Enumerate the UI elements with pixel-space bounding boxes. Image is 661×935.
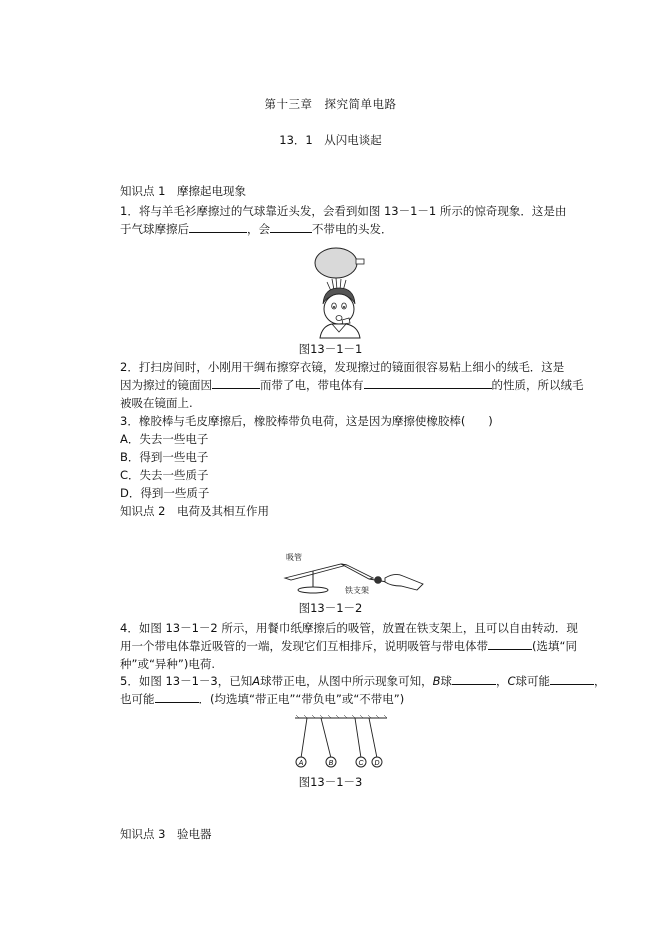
q5-text-b: 球带正电，从图中所示现象可知，	[260, 674, 433, 688]
kp1-heading: 知识点 1 摩擦起电现象	[120, 184, 246, 198]
q5-line1	[120, 673, 606, 689]
q1-text-a: 于气球摩擦后	[120, 222, 189, 236]
ball-b-label: B	[328, 760, 334, 767]
q5-ball-c-symbol: C	[507, 674, 516, 688]
q2-text-a: 因为擦过的镜面因	[120, 378, 212, 392]
q4-line1: 4．如图 13－1－2 所示，用餐巾纸摩擦后的吸管，放置在铁支架上，且可以自由转动．现	[120, 621, 578, 635]
fig2-caption: 图13－1－2	[298, 601, 363, 615]
thread-a	[301, 718, 307, 758]
q5-text-e: 球可能	[515, 674, 551, 688]
q2-text-b: 而带了电，带电体有	[260, 378, 364, 392]
q4-blank-1[interactable]	[488, 638, 532, 650]
balloon-knot	[356, 259, 364, 264]
ball-c-label: C	[358, 760, 364, 767]
q3-option-d[interactable]: D．得到一些质子	[120, 486, 210, 500]
straw	[285, 564, 347, 580]
q2-blank-1[interactable]	[212, 377, 260, 389]
chapter-title: 第十三章 探究简单电路	[264, 97, 397, 111]
thread-c	[355, 718, 361, 758]
label-straw: 吸管	[286, 553, 302, 562]
hand	[385, 574, 423, 590]
section-title: 13．1 从闪电谈起	[279, 133, 382, 147]
q5-text-a: 5．如图 13－1－3，已知	[120, 674, 253, 688]
fig3-caption: 图13－1－3	[298, 775, 363, 789]
q3-option-a[interactable]: A．失去一些电子	[120, 432, 209, 446]
q5-text-f: ，	[594, 674, 606, 688]
q2-line1: 2．打扫房间时，小刚用干绸布擦穿衣镜，发现擦过的镜面很容易粘上细小的绒毛．这是	[120, 360, 565, 374]
thread-b	[321, 718, 331, 758]
stand-base	[298, 587, 328, 593]
q4-line2	[120, 638, 577, 654]
figure-hanging-balls	[291, 714, 391, 770]
q1-line2	[120, 221, 393, 237]
q3-stem: 3．橡胶棒与毛皮摩擦后，橡胶棒带负电荷，这是因为摩擦使橡胶棒( )	[120, 414, 493, 428]
q4-text-a: 用一个带电体靠近吸管的一端，发现它们互相排斥，说明吸管与带电体带	[120, 639, 488, 653]
q2-blank-2[interactable]	[364, 377, 492, 389]
thread-d	[369, 718, 377, 758]
q1-blank-1[interactable]	[189, 221, 247, 233]
kp2-heading: 知识点 2 电荷及其相互作用	[120, 504, 269, 518]
q5-text-c: 球	[440, 674, 453, 688]
q5-blank-1[interactable]	[452, 673, 496, 685]
q5-text-h: ．(均选填“带正电”“带负电”或“不带电”)	[198, 692, 405, 706]
q5-text-g: 也可能	[120, 692, 155, 706]
q1-text-b: ，会	[247, 222, 270, 236]
ball-d-label: D	[374, 760, 380, 767]
label-iron-stand: 铁支架	[345, 586, 369, 595]
q5-blank-3[interactable]	[155, 691, 199, 703]
q3-option-c[interactable]: C．失去一些质子	[120, 468, 209, 482]
q5-line2	[120, 691, 404, 707]
fig1-caption: 图13－1－1	[298, 342, 363, 356]
q1-blank-2[interactable]	[270, 221, 312, 233]
q5-ball-b-symbol: B	[432, 674, 441, 688]
q5-blank-2[interactable]	[550, 673, 594, 685]
q4-line3: 种”或“异种”)电荷.	[120, 657, 216, 671]
q1-line1: 1．将与羊毛衫摩擦过的气球靠近头发，会看到如图 13－1－1 所示的惊奇现象．这是由	[120, 204, 567, 218]
balloon	[315, 248, 357, 278]
q3-option-b[interactable]: B．得到一些电子	[120, 450, 209, 464]
q2-line2	[120, 377, 584, 393]
q5-text-d: ，	[496, 674, 508, 688]
figure-balloon-child	[312, 246, 382, 338]
q1-text-c: 不带电的头发．	[312, 222, 393, 236]
ball-a-label: A	[298, 760, 304, 767]
q2-text-c: 的性质，所以绒毛	[491, 378, 584, 392]
q5-ball-a-symbol: A	[252, 674, 261, 688]
q2-line3: 被吸在镜面上.	[120, 396, 193, 410]
q4-text-b: (选填“同	[532, 639, 577, 653]
kp3-heading: 知识点 3 验电器	[120, 827, 212, 841]
